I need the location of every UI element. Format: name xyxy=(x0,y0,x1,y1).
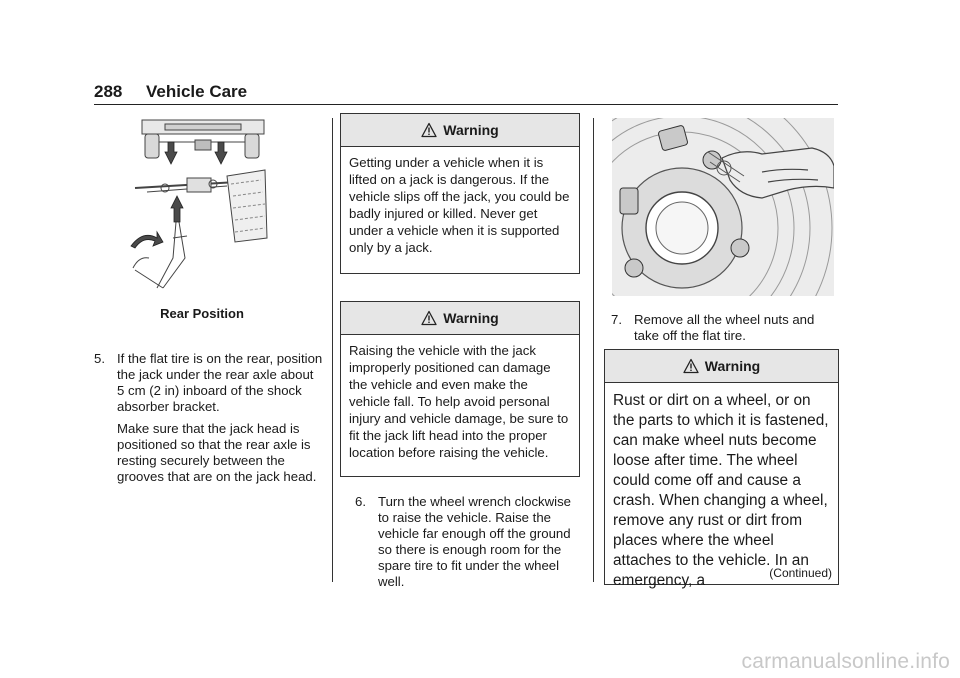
warning-header-2 xyxy=(341,302,579,335)
warning-box-1 xyxy=(340,113,580,274)
wheel-nut-illustration xyxy=(612,118,834,296)
warning-triangle-icon xyxy=(421,122,437,138)
warning-box-3 xyxy=(604,349,839,589)
page-header xyxy=(94,82,838,106)
page-number: 288 xyxy=(94,82,123,101)
header-rule xyxy=(94,104,838,105)
step-7-text: Remove all the wheel nuts and take off the flat tire. xyxy=(634,312,815,343)
warning-box-2 xyxy=(340,301,580,477)
watermark: carmanualsonline.info xyxy=(741,650,950,673)
step-5-number: 5. xyxy=(94,351,105,366)
step-5-text: If the flat tire is on the rear, position the jack under the rear axle about 5 cm (2 in) inboard of the shock absorber bracket. xyxy=(117,351,323,414)
figure-caption: Rear Position xyxy=(160,306,244,321)
column-divider-1 xyxy=(332,118,333,582)
warning-header-1 xyxy=(341,114,579,147)
warning-text-2: Raising the vehicle with the jack improperly positioned can damage the vehicle and even make the vehicle fall. To help avoid personal injury and vehicle damage, be sure to fit the jack lift head into the proper location before raising the vehicle. xyxy=(349,343,569,460)
step-6-text: Turn the wheel wrench clockwise to raise the vehicle. Raise the vehicle far enough off the ground so there is enough room for the spare tire to fit under the wheel well. xyxy=(378,494,572,589)
warning-title-3: Warning xyxy=(704,358,761,374)
warning-triangle-icon xyxy=(683,358,699,374)
warning-text-3: Rust or dirt on a wheel, or on the parts to which it is fastened, can make wheel nuts become loose after time. The wheel could come off and cause a crash. When changing a wheel, remove any rust or dirt from places where the wheel attaches to the vehicle. In an emergency, a xyxy=(613,392,829,589)
step-7-number: 7. xyxy=(611,312,622,327)
warning-title-2: Warning xyxy=(443,310,499,326)
continued-label: (Continued) xyxy=(769,566,832,580)
column-divider-2 xyxy=(593,118,594,582)
rear-jack-illustration xyxy=(127,118,277,298)
step-5-note: Make sure that the jack head is positioned so that the rear axle is resting securely between the grooves that are on the jack head. xyxy=(117,421,317,484)
step-6-number: 6. xyxy=(355,494,366,509)
warning-header-3 xyxy=(605,350,838,383)
section-title: Vehicle Care xyxy=(146,82,248,101)
warning-text-1: Getting under a vehicle when it is lifted on a jack is dangerous. If the vehicle slips off the jack, you could be badly injured or killed. Never get under a vehicle when it is supported only by a jack. xyxy=(349,155,570,255)
warning-triangle-icon xyxy=(421,310,437,326)
warning-title-1: Warning xyxy=(443,122,499,138)
